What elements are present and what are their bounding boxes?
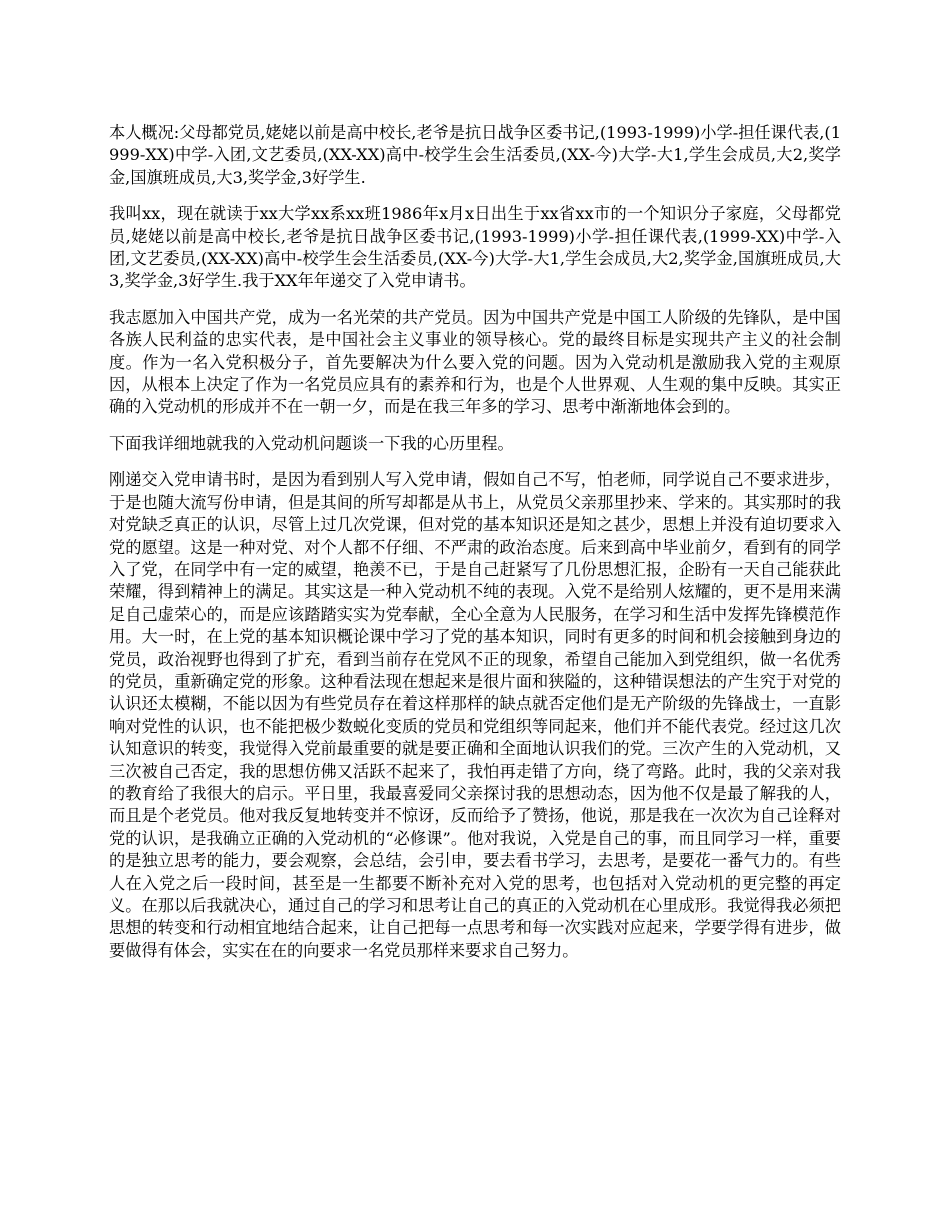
paragraph-self-introduction: 我叫xx，现在就读于xx大学xx系xx班1986年x月x日出生于xx省xx市的一个知识分子家庭，父母都党员,姥姥以前是高中校长,老爷是抗日战争区委书记,(1993-1999)小学-担任课代表,(1999-XX)中学-入团,文艺委员,(XX-XX)高中-校学生会生活委员,(XX-今)大学-大1,学生会成员,大2,奖学金,国旗班成员,大3,奖学金,3好学生.我于XX年年递交了入党申请书。 [109, 204, 841, 291]
paragraph-personal-summary: 本人概况:父母都党员,姥姥以前是高中校长,老爷是抗日战争区委书记,(1993-1999)小学-担任课代表,(1999-XX)中学-入团,文艺委员,(XX-XX)高中-校学生会生活委员,(XX-今)大学-大1,学生会成员,大2,奖学金,国旗班成员,大3,奖学金,3好学生. [109, 123, 841, 187]
paragraph-transition: 下面我详细地就我的入党动机问题谈一下我的心历里程。 [109, 433, 514, 453]
document-body [109, 122, 841, 976]
paragraph-party-aspiration: 我志愿加入中国共产党，成为一名光荣的共产党员。因为中国共产党是中国工人阶级的先锋队，是中国各族人民利益的忠实代表，是中国社会主义事业的领导核心。党的最终目标是实现共产主义的社会制度。作为一名入党积极分子，首先要解决为什么要入党的问题。因为入党动机是激励我入党的主观原因，从根本上决定了作为一名党员应具有的素养和行为，也是个人世界观、人生观的集中反映。其实正确的入党动机的形成并不在一朝一夕，而是在我三年多的学习、思考中渐渐地体会到的。 [109, 307, 841, 417]
paragraph-motivation-history: 刚递交入党申请书时，是因为看到别人写入党申请，假如自己不写，怕老师，同学说自己不要求进步，于是也随大流写份申请，但是其间的所写却都是从书上，从党员父亲那里抄来、学来的。其实那时的我对党缺乏真正的认识，尽管上过几次党课，但对党的基本知识还是知之甚少，思想上并没有迫切要求入党的愿望。这是一种对党、对个人都不仔细、不严肃的政治态度。后来到高中毕业前夕，看到有的同学入了党，在同学中有一定的威望，艳羡不已，于是自己赶紧写了几份思想汇报，企盼有一天自己能获此荣耀，得到精神上的满足。其实这是一种入党动机不纯的表现。入党不是给别人炫耀的，更不是用来满足自己虚荣心的，而是应该踏踏实实为党奉献，全心全意为人民服务，在学习和生活中发挥先锋模范作用。大一时，在上党的基本知识概论课中学习了党的基本知识，同时有更多的时间和机会接触到身边的党员，政治视野也得到了扩充，看到当前存在党风不正的现象，希望自己能加入到党组织，做一名优秀的党员，重新确定党的形象。这种看法现在想起来是很片面和狭隘的，这种错误想法的产生究于对党的认识还太模糊，不能以因为有些党员存在着这样那样的缺点就否定他们是无产阶级的先锋战士，一直影响对党性的认识，也不能把极少数蜕化变质的党员和党组织等同起来，他们并不能代表党。经过这几次认知意识的转变，我觉得入党前最重要的就是要正确和全面地认识我们的党。三次产生的入党动机，又三次被自己否定，我的思想仿佛又活跃不起来了，我怕再走错了方向，绕了弯路。此时，我的父亲对我的教育给了我很大的启示。平日里，我最喜爱同父亲探讨我的思想动态，因为他不仅是最了解我的人，而且是个老党员。他对我反复地转变并不惊讶，反而给予了赞扬，他说，那是我在一次次为自己诠释对党的认识，是我确立正确的入党动机的“必修课”。他对我说，入党是自己的事，而且同学习一样，重要的是独立思考的能力，要会观察，会总结，会引申，要去看书学习，去思考，是要花一番气力的。有些人在入党之后一段时间，甚至是一生都要不断补充对入党的思考，也包括对入党动机的更完整的再定义。在那以后我就决心，通过自己的学习和思考让自己的真正的入党动机在心里成形。我觉得我必须把思想的转变和行动相宜地结合起来，让自己把每一点思考和每一次实践对应起来，学要学得有进步，做要做得有体会，实实在在的向要求一名党员那样来要求自己努力。 [109, 470, 841, 960]
